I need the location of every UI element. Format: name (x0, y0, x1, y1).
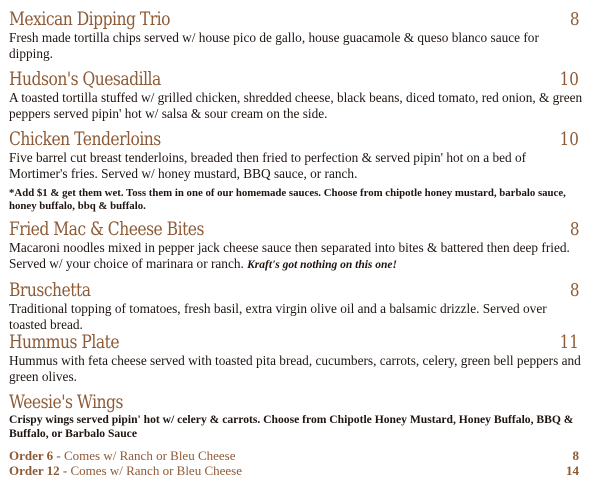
order-price: 8 (572, 448, 579, 463)
order-label: Order 12 - (9, 463, 68, 478)
order-text: Comes w/ Ranch or Bleu Cheese (70, 463, 242, 478)
item-price: 10 (559, 69, 579, 90)
menu-item-chicken-tenderloins (9, 129, 585, 213)
item-description: Fresh made tortilla chips served w/ house pico de gallo, house guacamole & queso blanco sauce for dipping. (9, 30, 539, 61)
item-description: Five barrel cut breast tenderloins, breaded then fried to perfection & served pipin' hot on a bed of Mortimer's fries. Served w/ honey mustard, BBQ sauce, or ranch. (9, 150, 527, 181)
menu-item-hummus-plate (9, 332, 585, 384)
order-price: 14 (566, 463, 579, 478)
item-price: 8 (569, 280, 579, 301)
item-aside: Kraft's got nothing on this one! (247, 258, 398, 271)
item-price: 8 (569, 9, 579, 30)
item-name: Chicken Tenderloins (9, 129, 161, 150)
item-name: Weesie's Wings (9, 392, 123, 413)
item-description: Crispy wings served pipin' hot w/ celery & carrots. Choose from Chipotle Honey Mustard, Honey Buffalo, BBQ & Buffalo, or Barbalo Sauce (9, 413, 574, 440)
order-label: Order 6 - (9, 448, 61, 463)
item-description: Hummus with feta cheese served with toasted pita bread, cucumbers, carrots, celery, green bell peppers and green olives. (9, 353, 581, 384)
menu-item-bruschetta (9, 280, 585, 332)
item-note: *Add $1 & get them wet. Toss them in one of our homemade sauces. Choose from chipotle honey mustard, barbalo sauce, honey buffalo, bbq & buffalo. (9, 187, 566, 212)
item-description: A toasted tortilla stuffed w/ grilled chicken, shredded cheese, black beans, diced tomato, red onion, & green peppers served pipin' hot w/ salsa & sour cream on the side. (9, 90, 583, 121)
item-description-text: Macaroni noodles mixed in pepper jack cheese sauce then separated into bites & battered then deep fried. Served w/ your choice of marinara or ranch. (9, 240, 570, 271)
item-price: 8 (569, 219, 579, 240)
item-price: 10 (559, 129, 579, 150)
order-text: Comes w/ Ranch or Bleu Cheese (64, 448, 236, 463)
menu-item-mexican-dipping-trio (9, 9, 585, 61)
menu-item-fried-mac-cheese-bites (9, 219, 585, 273)
item-price: 11 (559, 332, 579, 353)
order-row-6 (9, 448, 585, 463)
item-name: Mexican Dipping Trio (9, 9, 170, 30)
order-row-12 (9, 463, 585, 478)
item-name: Hummus Plate (9, 332, 120, 353)
item-description: Traditional topping of tomatoes, fresh basil, extra virgin olive oil and a balsamic drizzle. Served over toasted bread. (9, 301, 547, 332)
item-name: Hudson's Quesadilla (9, 69, 161, 90)
menu-item-hudsons-quesadilla (9, 69, 585, 121)
item-name: Fried Mac & Cheese Bites (9, 219, 204, 240)
menu-item-weesies-wings (9, 392, 585, 478)
item-description (9, 240, 585, 273)
item-name: Bruschetta (9, 280, 91, 301)
